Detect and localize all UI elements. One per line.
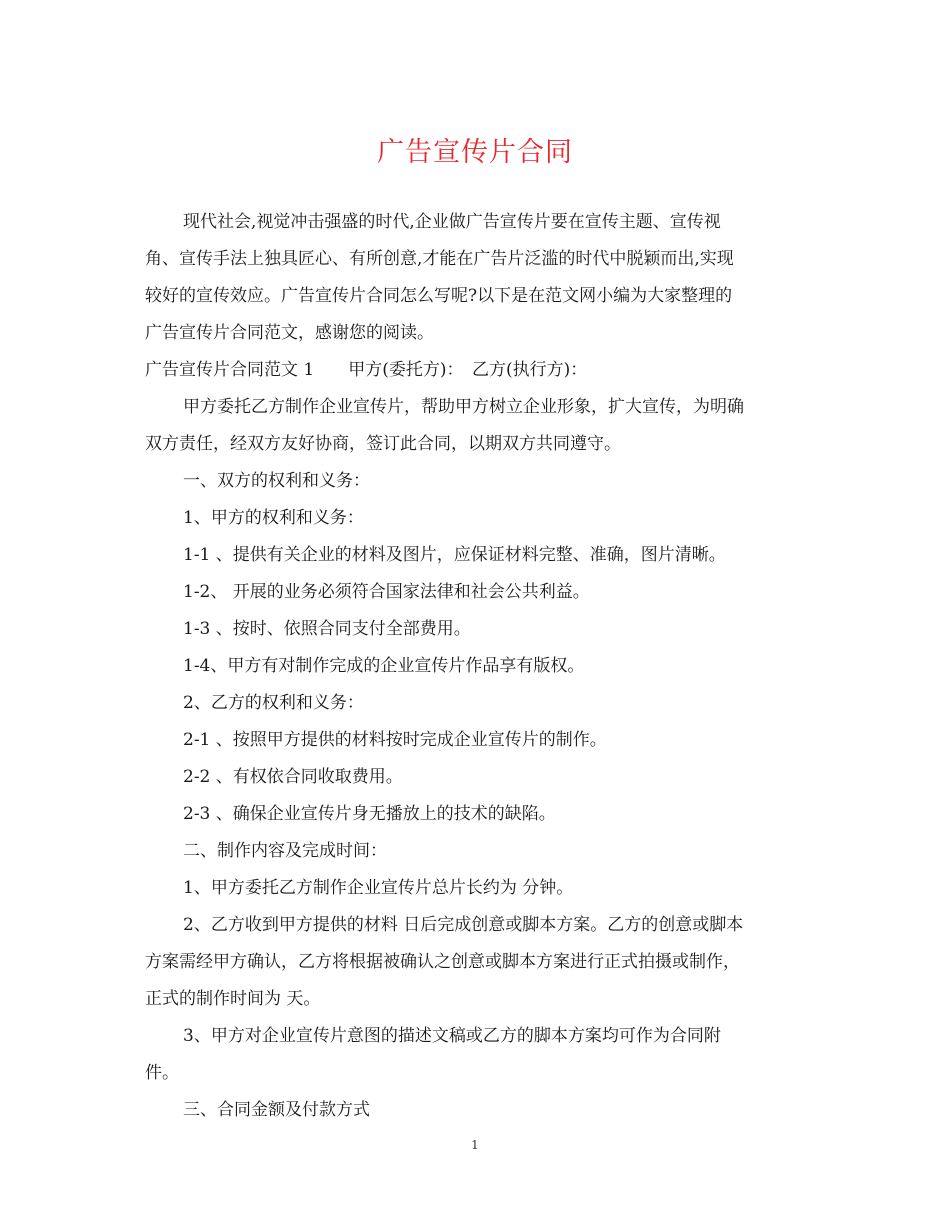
paragraph-line: 三、合同金额及付款方式 [183,1100,370,1120]
paragraph-line: 较好的宣传效应。广告宣传片合同怎么写呢?以下是在范文网小编为大家整理的 [145,286,733,306]
paragraph-line: 件。 [145,1063,179,1083]
paragraph-line: 1-1 、提供有关企业的材料及图片，应保证材料完整、准确，图片清晰。 [183,545,726,565]
paragraph-line: 1、甲方的权利和义务： [183,508,364,528]
paragraph-line: 1-3 、按时、依照合同支付全部费用。 [183,619,471,639]
paragraph-line: 正式的制作时间为 天。 [145,989,321,1009]
paragraph-line: 方案需经甲方确认，乙方将根据被确认之创意或脚本方案进行正式拍摄或制作， [145,952,740,972]
paragraph-line: 广告宣传片合同范文，感谢您的阅读。 [145,323,434,343]
document-body [145,204,805,1129]
paragraph-line: 1-2、 开展的业务必须符合国家法律和社会公共利益。 [183,582,590,602]
paragraph-line: 2-2 、有权依合同收取费用。 [183,767,403,787]
paragraph-line: 2-3 、确保企业宣传片身无播放上的技术的缺陷。 [183,804,556,824]
paragraph-line: 2、乙方的权利和义务： [183,693,364,713]
paragraph-line: 二、制作内容及完成时间： [183,841,387,861]
paragraph-line: 2-1 、按照甲方提供的材料按时完成企业宣传片的制作。 [183,730,607,750]
paragraph-line: 广告宣传片合同范文 1 甲方(委托方)： 乙方(执行方)： [145,360,588,380]
paragraph-line: 3、甲方对企业宣传片意图的描述文稿或乙方的脚本方案均可作为合同附 [183,1026,721,1046]
paragraph-line: 现代社会,视觉冲击强盛的时代,企业做广告宣传片要在宣传主题、宣传视 [183,212,721,232]
paragraph-line: 2、乙方收到甲方提供的材料 日后完成创意或脚本方案。乙方的创意或脚本 [183,915,744,935]
paragraph-line: 角、宣传手法上独具匠心、有所创意,才能在广告片泛滥的时代中脱颖而出,实现 [145,249,734,269]
paragraph-line: 一、双方的权利和义务： [183,471,370,491]
paragraph-line: 双方责任，经双方友好协商，签订此合同，以期双方共同遵守。 [145,434,621,454]
paragraph-line: 甲方委托乙方制作企业宣传片，帮助甲方树立企业形象，扩大宣传，为明确 [183,397,744,417]
paragraph-line: 1、甲方委托乙方制作企业宣传片总片长约为 分钟。 [183,878,574,898]
paragraph-line: 1-4、甲方有对制作完成的企业宣传片作品享有版权。 [183,656,585,676]
document-title: 广告宣传片合同 [377,137,573,168]
page-number: 1 [471,1138,479,1152]
